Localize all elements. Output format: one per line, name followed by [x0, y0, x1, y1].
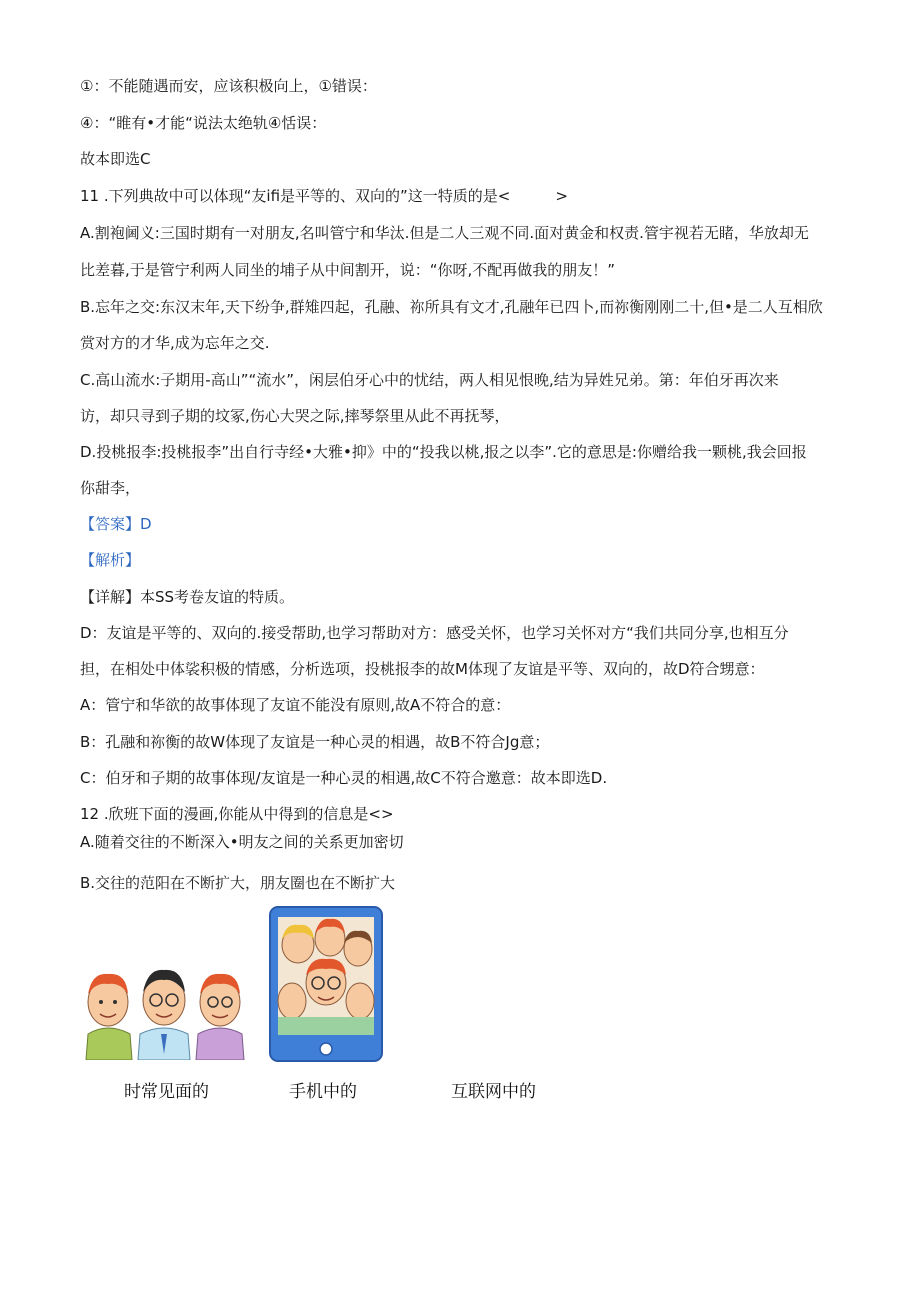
- explanation-line-2: 担，在相处中体裟积极的情感，分析选项，投桃报李的故M体现了友谊是平等、双向的，故D符合甥意：: [80, 660, 765, 678]
- text-line-2: ④：“睢有•才能“说法太绝轨④恬误：: [80, 114, 327, 132]
- cartoon-friends-illustration: [78, 964, 250, 1060]
- option-a-line-2: 比差暮,于是管宁利两人同坐的埔子从中间割开，说：“你呀,不配再做我的朋友！”: [80, 261, 616, 279]
- explanation-line-4: B：孔融和祢衡的故W体现了友谊是一种心灵的相遇，故B不符合Jg意；: [80, 733, 550, 751]
- q12-option-b: B.交往的范阳在不断扩大，朋友圈也在不断扩大: [80, 874, 396, 892]
- explanation-line-1: D：友谊是平等的、双向的.接受帮助,也学习帮助对方：感受关怀，也学习关怀对方“我们共同分享,也相互分: [80, 624, 789, 642]
- question-12-stem: 12 .欣班下面的漫画,你能从中得到的信息是<>: [80, 805, 394, 823]
- explanation-line-3: A：管宁和华欲的故事体现了友谊不能没有原则,故A不符合的意：: [80, 696, 511, 714]
- q12-option-a: A.随着交往的不断深入•明友之间的关系更加密切: [80, 833, 404, 851]
- explanation-line-5: C：伯牙和子期的故事体现/友谊是一种心灵的相遇,故C不符合邀意：故本即选D.: [80, 769, 608, 787]
- answer-label: 【答案】D: [80, 515, 152, 533]
- friend-right-figure: [196, 974, 244, 1060]
- friend-middle-figure: [138, 970, 190, 1060]
- option-a-line-1: A.割袍阃义:三国时期有一对朋友,名叫管宁和华汰.但是二人三观不同.面对黄金和权责.管宇视若无睹，华放却无: [80, 224, 809, 242]
- explanation-heading: 【详解】本SS考卷友谊的特质。: [80, 588, 295, 606]
- option-b-line-2: 赏对方的才华,成为忘年之交.: [80, 334, 270, 352]
- text-line-3: 故本即选C: [80, 150, 151, 168]
- option-b-line-1: B.忘年之交:东汉末年,天下纷争,群雉四起，孔融、祢所具有文才,孔融年已四卜,而祢衡刚刚二十,但•是二人互相欣: [80, 298, 823, 316]
- text-line-1: ①：不能随遇而安，应该积极向上，①错误：: [80, 77, 377, 95]
- caption-on-internet: 互联网中的: [451, 1082, 536, 1102]
- friend-left-figure: [86, 974, 132, 1060]
- option-c-line-1: C.高山流水:子期用-高山”“流水”，闲层伯牙心中的忧结，两人相见恨晚,结为异姓兄弟。第：年伯牙再次来: [80, 371, 779, 389]
- caption-frequently-meet: 时常见面的: [124, 1082, 209, 1102]
- option-d-line-2: 你甜李，: [80, 479, 141, 497]
- cartoon-phone-illustration: [268, 905, 384, 1063]
- option-d-line-1: D.投桃报李:投桃报李”出自行寺经•大雅•抑》中的“投我以桃,报之以李”.它的意思是:你赠给我一颗桃,我会回报: [80, 443, 807, 461]
- option-c-line-2: 访，却只寻到子期的坟冢,伤心大哭之际,摔琴祭里从此不再抚琴，: [80, 407, 510, 425]
- caption-in-phone: 手机中的: [289, 1082, 357, 1102]
- question-11-stem: 11 .下列典故中可以体现“友ifi是平等的、双向的”这一特质的是< >: [80, 187, 568, 205]
- analysis-label: 【解析】: [80, 551, 141, 569]
- phone-home-button-icon: [320, 1043, 332, 1055]
